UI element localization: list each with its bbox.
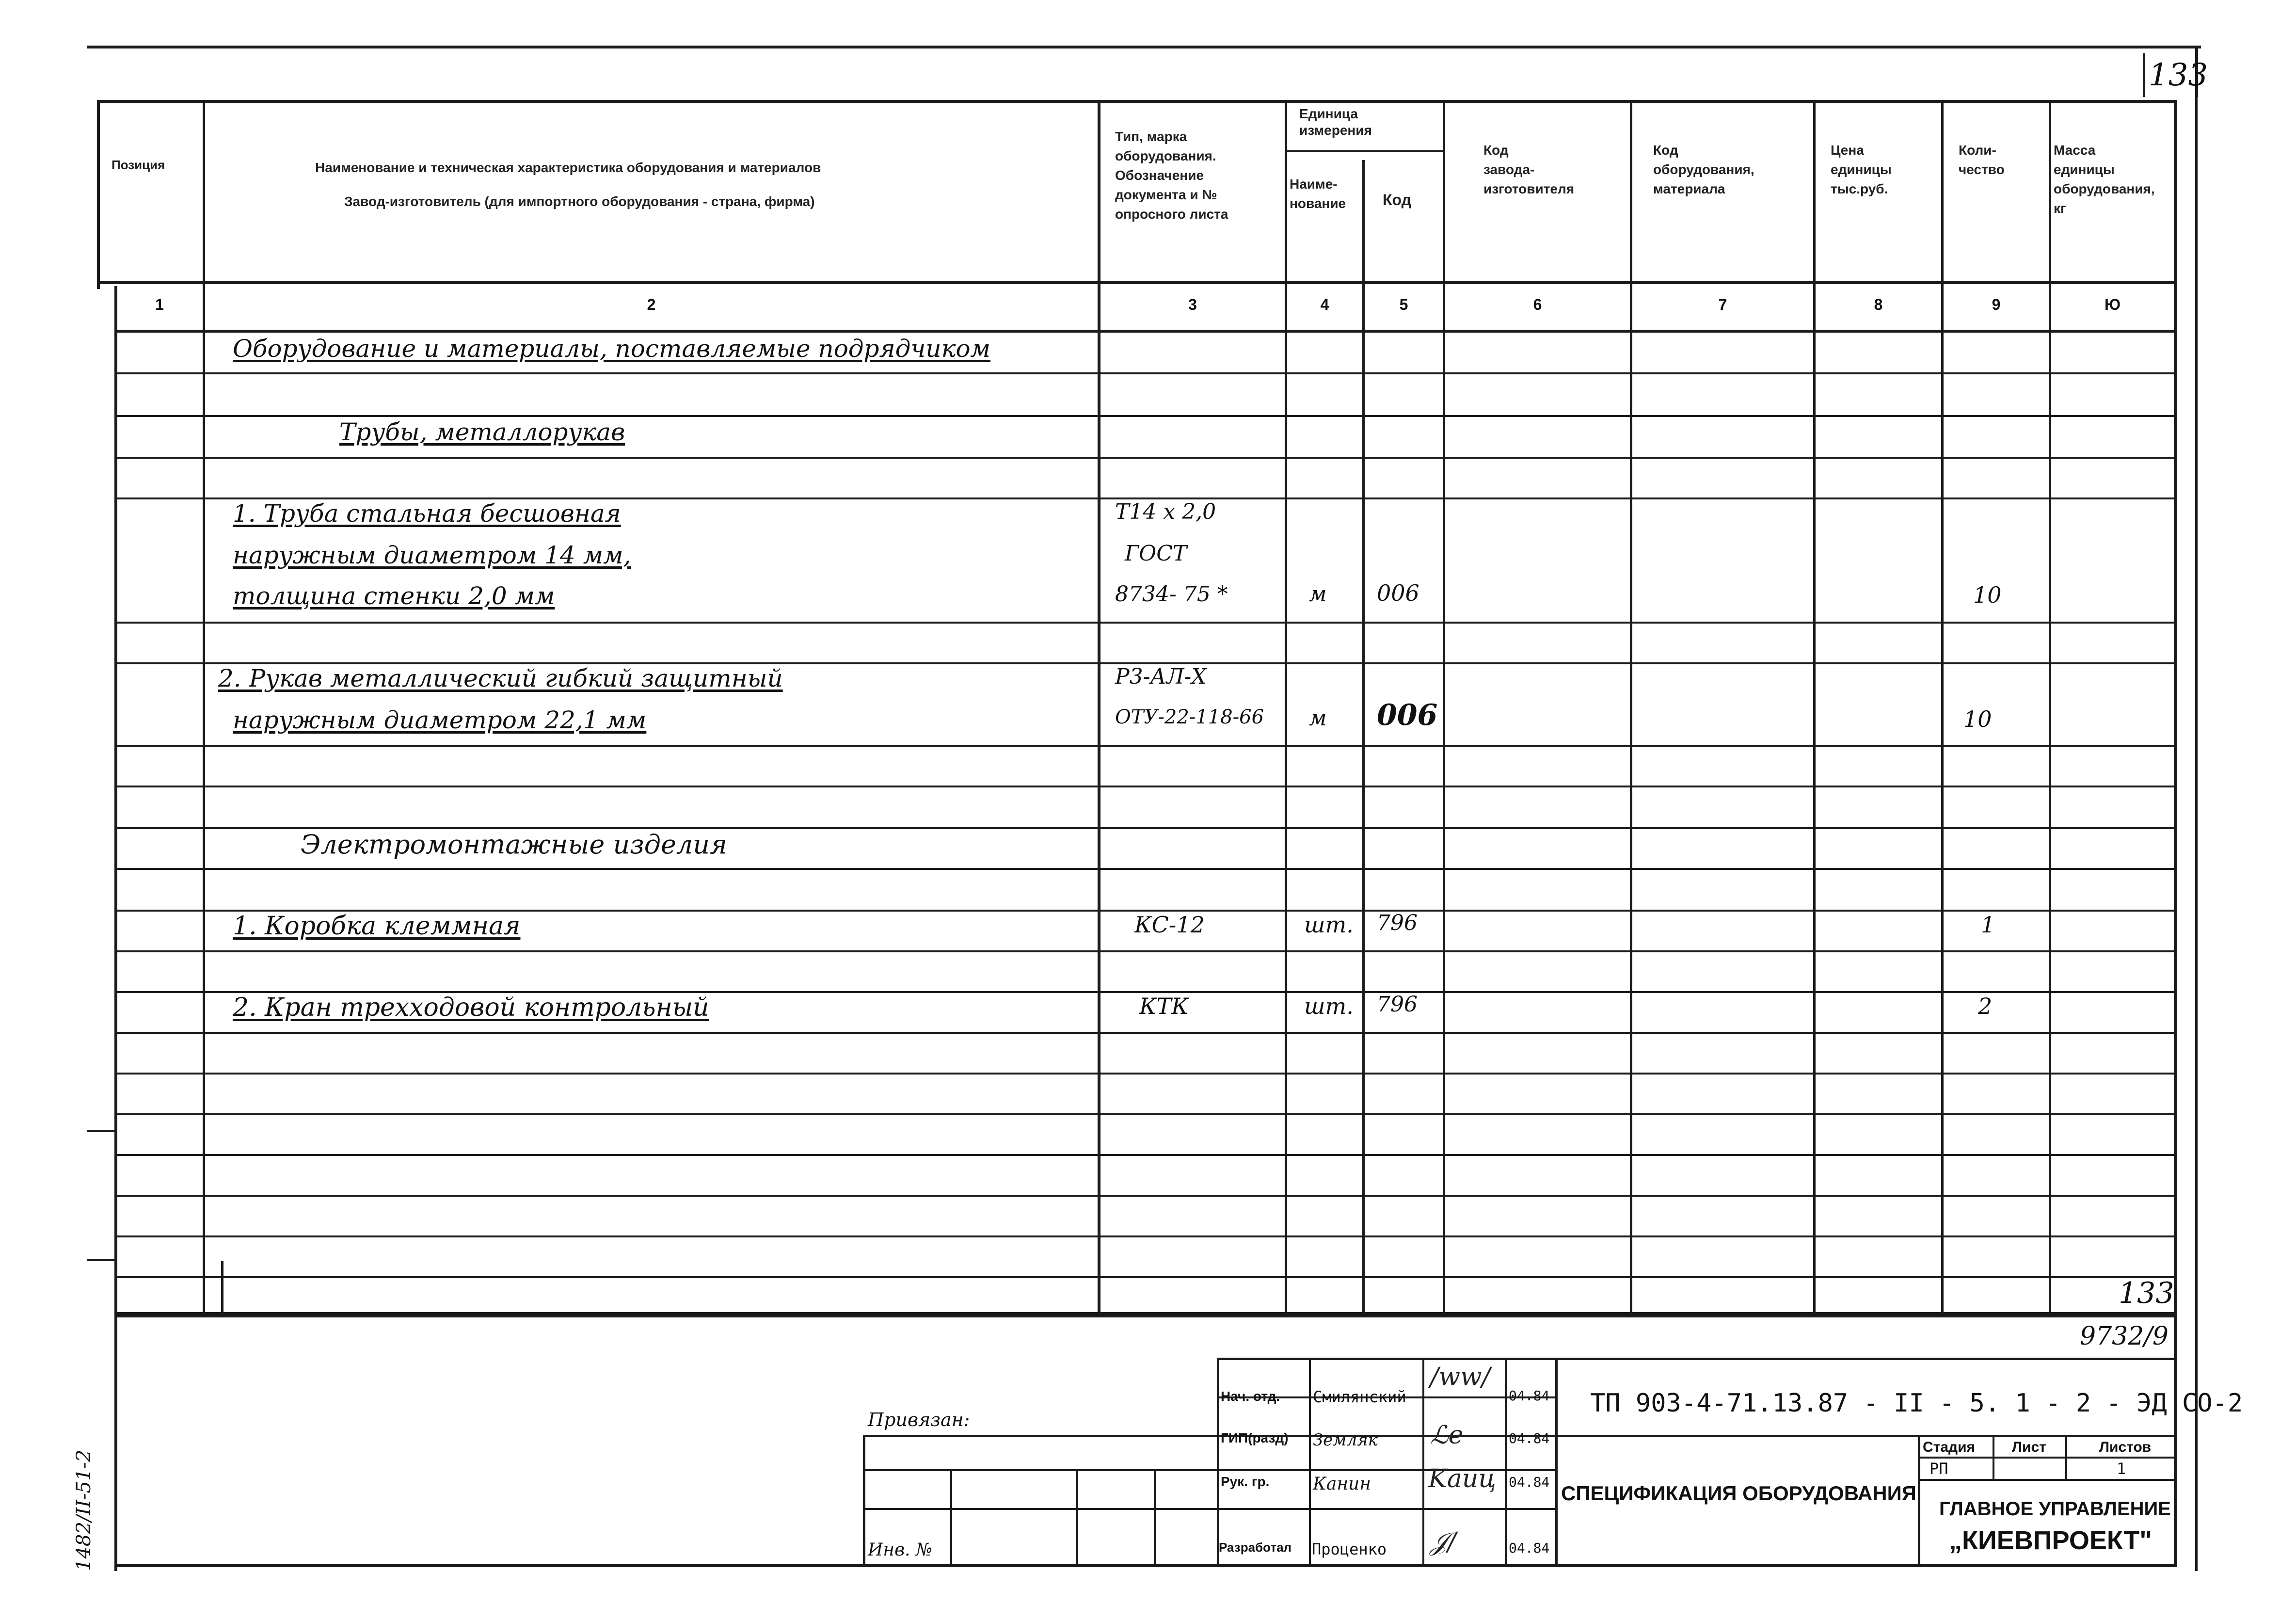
row-line (114, 1235, 2177, 1237)
header-price (1831, 141, 1892, 199)
header-unit-name-l1: Наиме- (1290, 176, 1338, 192)
stamp-line (1309, 1358, 1311, 1566)
header-price-l3: тыс.руб. (1831, 181, 1888, 196)
sheets-value: 1 (2117, 1460, 2126, 1478)
stage-label: Стадия (1923, 1439, 1976, 1455)
header-maker-code (1483, 141, 1574, 199)
header-equip-l3: материала (1653, 181, 1725, 196)
name-gip: Земляк (1313, 1430, 1378, 1450)
header-mass (2054, 141, 2155, 218)
stamp-line (2065, 1437, 2067, 1480)
row-line (114, 868, 2177, 870)
col-sep-5 (1443, 100, 1445, 1312)
col-num: 3 (1188, 296, 1197, 313)
header-qty (1959, 141, 2005, 179)
role-developer: Разработал (1219, 1540, 1292, 1555)
item3-type: КС-12 (1134, 912, 1205, 938)
header-price-l2: единицы (1831, 162, 1892, 177)
date-2: 04.84 (1509, 1430, 1550, 1446)
header-name-line1: Наименование и техническая характеристика оборудования и материалов (315, 160, 821, 175)
organization-line2: „КИЕВПРОЕКТ" (1949, 1526, 2152, 1555)
margin-tick (87, 1130, 114, 1132)
stamp-line (1154, 1469, 1156, 1566)
margin-tick (87, 1259, 114, 1261)
col-sep-8 (1941, 100, 1944, 1312)
stamp-line (950, 1469, 952, 1566)
col-num: 5 (1399, 296, 1408, 313)
header-qty-l2: чество (1959, 162, 2005, 177)
item2-type-line1: Р3-АЛ-Х (1115, 664, 1207, 689)
item2-name-line1: 2. Рукав металлический гибкий защитный (218, 664, 783, 692)
col-num: 1 (155, 296, 164, 313)
row-line (114, 457, 2177, 459)
row-line (114, 786, 2177, 787)
item1-unit: м (1309, 582, 1327, 607)
item1-name-line3: толщина стенки 2,0 мм (233, 582, 555, 610)
name-group-lead: Канин (1313, 1474, 1371, 1494)
side-inventory-number: 1482/II-51-2 (73, 1449, 95, 1571)
table-left (97, 100, 100, 289)
stamp-line (863, 1508, 1556, 1510)
date-3: 04.84 (1509, 1474, 1550, 1490)
header-position: Позиция (112, 158, 165, 172)
header-type-l2: оборудования. (1115, 148, 1216, 163)
item4-qty: 2 (1978, 993, 1993, 1019)
item1-code: 006 (1377, 580, 1419, 606)
name-head-dept: Смилянский (1313, 1388, 1406, 1406)
page-right (2195, 97, 2198, 1571)
item2-unit: м (1309, 706, 1327, 731)
col-sep-1 (203, 100, 205, 1312)
header-type (1115, 127, 1228, 224)
stamp-line (1217, 1358, 2174, 1360)
top-rule (87, 46, 2201, 48)
item4-unit: шт. (1304, 993, 1354, 1019)
document-code: ТП 903-4-71.13.87 - II - 5. 1 - 2 - ЭД СО-2 (1590, 1389, 2243, 1418)
col-num: 6 (1533, 296, 1542, 313)
header-unit-code: Код (1383, 191, 1411, 209)
stamp-line (1076, 1469, 1078, 1566)
col-num: 8 (1874, 296, 1883, 313)
privyazan-label: Привязан: (868, 1409, 970, 1430)
row-line (114, 1154, 2177, 1156)
stamp-line (1993, 1437, 1994, 1480)
corner-sheet-number: 133 (2149, 57, 2208, 93)
row-line (114, 1195, 2177, 1197)
stamp-bottom (114, 1564, 2177, 1567)
inv-no-label: Инв. № (868, 1540, 933, 1560)
corner-box-left (2143, 53, 2145, 97)
header-type-l3: Обозначение (1115, 168, 1204, 183)
header-type-l5: опросного листа (1115, 207, 1228, 222)
item3-code: 796 (1377, 911, 1418, 935)
item2-name-line2: наружным диаметром 22,1 мм (233, 706, 647, 734)
header-equip-l2: оборудования, (1653, 162, 1754, 177)
header-bottom (97, 281, 2177, 284)
header-unit-l1: Единица (1299, 106, 1358, 121)
header-unit-l2: измерения (1299, 123, 1372, 138)
stage-value: РП (1929, 1460, 1948, 1478)
col-num: 9 (1992, 296, 2001, 313)
unit-group-split (1285, 150, 1445, 152)
header-mass-l3: оборудования, (2054, 181, 2155, 196)
sheet-label: Лист (2012, 1439, 2046, 1455)
doc-code-small: 9732/9 (2080, 1322, 2168, 1351)
stamp-line (1918, 1479, 2174, 1481)
header-mass-l4: кг (2054, 201, 2066, 216)
col-sep-9 (2049, 100, 2051, 1312)
col-sep-4 (1362, 160, 1365, 1312)
document-title: СПЕЦИФИКАЦИЯ ОБОРУДОВАНИЯ (1561, 1482, 1916, 1505)
item2-code: 006 (1377, 698, 1438, 732)
signature-1: /ww/ (1430, 1363, 1491, 1392)
header-qty-l1: Коли- (1959, 143, 1996, 158)
col-num: 4 (1320, 296, 1329, 313)
role-head-dept: Нач. отд. (1221, 1389, 1280, 1404)
row-line (114, 622, 2177, 624)
row-line (114, 1113, 2177, 1115)
row-line (114, 745, 2177, 747)
row-line (114, 1276, 2177, 1278)
bottom-sheet-number: 133 (2119, 1276, 2174, 1310)
stamp-top (114, 1315, 2177, 1317)
header-mass-l1: Масса (2054, 143, 2096, 158)
item4-name: 2. Кран трехходовой контрольный (233, 993, 709, 1022)
item1-type-line3: 8734- 75 * (1115, 582, 1228, 607)
col-sep-2 (1098, 100, 1100, 1312)
stamp-line (1217, 1358, 1219, 1566)
stamp-line (1422, 1358, 1424, 1566)
colnum-bottom (114, 330, 2177, 333)
row-line (114, 415, 2177, 417)
item3-qty: 1 (1981, 912, 1995, 938)
group-title-electrical: Электромонтажные изделия (301, 829, 727, 860)
col-sep-3 (1285, 100, 1287, 1312)
role-group-lead: Рук. гр. (1221, 1474, 1270, 1489)
stamp-line (1918, 1457, 2174, 1459)
header-type-l4: документа и № (1115, 187, 1217, 202)
name-developer: Проценко (1312, 1540, 1387, 1558)
header-equip-l1: Код (1653, 143, 1678, 158)
role-gip: ГИП(разд) (1221, 1430, 1289, 1445)
signature-3: Kaиц (1428, 1464, 1496, 1493)
table-left-lower (114, 286, 117, 1571)
header-unit-name-l2: нование (1290, 196, 1346, 211)
item1-type-line2: ГОСТ (1125, 541, 1187, 566)
col-num: 7 (1718, 296, 1727, 313)
row-line (114, 1032, 2177, 1034)
header-mass-l2: единицы (2054, 162, 2115, 177)
organization-line1: ГЛАВНОЕ УПРАВЛЕНИЕ (1939, 1498, 2171, 1520)
header-maker-l3: изготовителя (1483, 181, 1575, 196)
group-title-pipes: Трубы, металлорукав (339, 418, 625, 446)
stamp-line (1555, 1358, 1558, 1566)
item1-type-line1: Т14 х 2,0 (1115, 499, 1216, 524)
col-sep-6 (1630, 100, 1632, 1312)
stamp-line (863, 1435, 865, 1566)
item2-type-line2: ОТУ-22-118-66 (1115, 706, 1264, 728)
date-4: 04.84 (1509, 1540, 1550, 1556)
stamp-line (1505, 1358, 1507, 1566)
table-right (2174, 100, 2177, 1566)
item1-name-line2: наружным диаметром 14 мм, (233, 541, 631, 569)
col-sep-7 (1813, 100, 1816, 1312)
stamp-line (1918, 1435, 1920, 1566)
header-maker-l1: Код (1483, 143, 1509, 158)
sheets-label: Листов (2099, 1439, 2152, 1455)
header-equip-code (1653, 141, 1754, 199)
section-title: Оборудование и материалы, поставляемые подрядчиком (233, 335, 991, 363)
header-unit-name (1290, 175, 1346, 213)
header-type-l1: Тип, марка (1115, 129, 1187, 144)
item4-code: 796 (1377, 992, 1418, 1017)
item3-unit: шт. (1304, 912, 1354, 938)
header-name-line2: Завод-изготовитель (для импортного оборудования - страна, фирма) (344, 194, 815, 209)
col-sep-1b (221, 1261, 223, 1314)
signature-4: 𝒥/ (1430, 1527, 1456, 1556)
item4-type: КТК (1139, 993, 1189, 1019)
header-maker-l2: завода- (1483, 162, 1535, 177)
item2-qty: 10 (1963, 706, 1992, 732)
col-num: 2 (647, 296, 656, 313)
signature-2: ℒe (1430, 1421, 1464, 1450)
row-line (114, 1073, 2177, 1075)
col-num: Ю (2105, 296, 2121, 313)
table-top (97, 100, 2177, 103)
date-1: 04.84 (1509, 1388, 1550, 1404)
header-price-l1: Цена (1831, 143, 1864, 158)
header-unit-group (1299, 106, 1372, 139)
row-line (114, 950, 2177, 952)
item1-qty: 10 (1973, 582, 2002, 608)
item3-name: 1. Коробка клеммная (233, 912, 521, 941)
item1-name-line1: 1. Труба стальная бесшовная (233, 499, 621, 528)
row-line (114, 372, 2177, 374)
